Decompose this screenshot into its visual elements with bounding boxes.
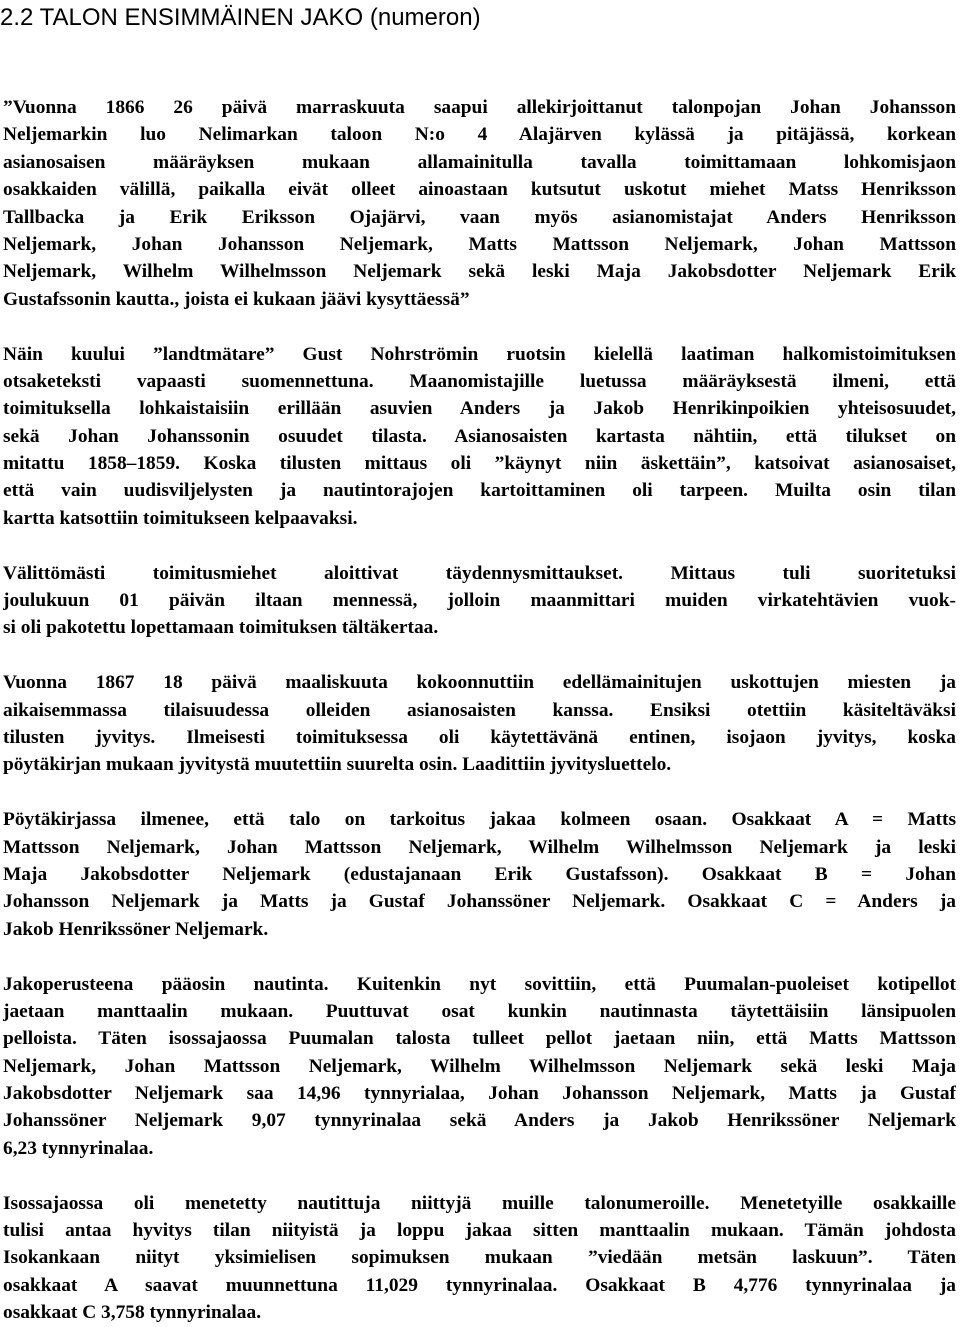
text-line: tulisi antaa hyvitys tilan niityistä ja loppu jakaa sitten manttaalin mukaan. Tämän johdosta xyxy=(3,1220,956,1242)
paragraph xyxy=(3,341,956,533)
text-line: Vuonna 1867 18 päivä maaliskuuta kokoonnuttiin edellämainitujen uskottujen miesten ja xyxy=(3,672,956,694)
text-line: ”Vuonna 1866 26 päivä marraskuuta saapui allekirjoittanut talonpojan Johan Johansson xyxy=(3,97,956,118)
text-line: Johansson Neljemark ja Matts ja Gustaf Johanssöner Neljemark. Osakkaat C = Anders ja xyxy=(3,891,956,913)
text-line: Johanssöner Neljemark 9,07 tynnyrinalaa sekä Anders ja Jakob Henrikssöner Neljemark xyxy=(3,1110,956,1132)
paragraph xyxy=(3,560,956,642)
text-line: asianosaisen määräyksen mukaan allamainitulla tavalla toimittamaan lohkomisjaon xyxy=(3,151,956,173)
text-line: pöytäkirjan mukaan jyvitystä muutettiin suurelta osin. Laadittiin jyvitysluettelo. xyxy=(3,754,672,776)
section-heading: 2.2 TALON ENSIMMÄINEN JAKO (numeron) xyxy=(0,4,481,31)
text-line: aikaisemmassa tilaisuudessa olleiden asianosaisten kanssa. Ensiksi otettiin käsiteltäväksi xyxy=(3,699,956,721)
paragraph xyxy=(3,94,956,313)
text-line: mitattu 1858–1859. Koska tilusten mittaus oli ”käynyt niin äskettäin”, katsoivat asianosaiset, xyxy=(3,453,956,475)
text-line: Pöytäkirjassa ilmenee, että talo on tarkoitus jakaa kolmeen osaan. Osakkaat A = Matts xyxy=(3,809,956,831)
text-line: Gustafssonin kautta., joista ei kukaan jäävi kysyttäessä” xyxy=(3,288,470,310)
text-line: osakkaiden välillä, paikalla eivät olleet ainoastaan kutsutut uskotut miehet Matss Henriksson xyxy=(3,179,956,201)
text-line: otsaketeksti vapaasti suomennettuna. Maanomistajille luetussa määräyksestä ilmeni, että xyxy=(3,370,956,392)
text-line: jaetaan manttaalin mukaan. Puuttuvat osat kunkin nautinnasta täytettäisiin länsipuolen xyxy=(3,1000,956,1022)
text-line: Isossajaossa oli menetetty nautittuja niittyjä muille talonumeroille. Menetetyille osakkaille xyxy=(3,1192,956,1214)
text-line: si oli pakotettu lopettamaan toimituksen tältäkertaa. xyxy=(3,617,439,639)
text-line: Mattsson Neljemark, Johan Mattsson Neljemark, Wilhelm Wilhelmsson Neljemark ja leski xyxy=(3,836,956,858)
text-line: Neljemark, Johan Mattsson Neljemark, Wilhelm Wilhelmsson Neljemark sekä leski Maja xyxy=(3,1055,956,1077)
text-line: pelloista. Täten isossajaossa Puumalan talosta tulleet pellot jaetaan niin, että Matts Mattsson xyxy=(3,1028,956,1050)
text-line: Maja Jakobsdotter Neljemark (edustajanaan Erik Gustafsson). Osakkaat B = Johan xyxy=(3,863,956,885)
text-line: Neljemarkin luo Nelimarkan taloon N:o 4 Alajärven kylässä ja pitäjässä, korkean xyxy=(3,124,956,146)
text-line: sekä Johan Johanssonin osuudet tilasta. Asianosaisten kartasta nähtiin, että tilukset on xyxy=(3,425,956,447)
paragraph xyxy=(3,806,956,943)
text-line: Jakob Henrikssöner Neljemark. xyxy=(3,918,269,940)
text-line: Neljemark, Wilhelm Wilhelmsson Neljemark sekä leski Maja Jakobsdotter Neljemark Erik xyxy=(3,261,956,283)
text-line: että vain uudisviljelysten ja nautintorajojen kartoittaminen oli tarpeen. Muilta osin tilan xyxy=(3,480,956,502)
text-line: Jakoperusteena pääosin nautinta. Kuitenkin nyt sovittiin, että Puumalan-puoleiset kotipellot xyxy=(3,973,956,995)
text-line: Neljemark, Johan Johansson Neljemark, Matts Mattsson Neljemark, Johan Mattsson xyxy=(3,233,956,255)
text-line: toimituksella lohkaistaisiin erillään asuvien Anders ja Jakob Henrikinpoikien yhteisosuudet, xyxy=(3,398,956,420)
text-line: joulukuun 01 päivän iltaan mennessä, jolloin maanmittari muiden virkatehtävien vuok- xyxy=(3,590,956,612)
text-line: kartta katsottiin toimitukseen kelpaavaksi. xyxy=(3,507,358,529)
text-line: Näin kuului ”landtmätare” Gust Nohrströmin ruotsin kielellä laatiman halkomistoimituksen xyxy=(3,343,956,365)
paragraph xyxy=(3,971,956,1163)
text-line: tilusten jyvitys. Ilmeisesti toimituksessa oli käytettävänä entinen, isojaon jyvitys, koska xyxy=(3,726,956,748)
text-line: Isokankaan niityt yksimielisen sopimuksen mukaan ”viedään metsän laskuun”. Täten xyxy=(3,1247,956,1269)
text-line: Välittömästi toimitusmiehet aloittivat täydennysmittaukset. Mittaus tuli suoritetuksi xyxy=(3,562,956,584)
paragraph xyxy=(3,669,956,779)
text-line: osakkaat C 3,758 tynnyrinalaa. xyxy=(3,1302,262,1324)
document-body xyxy=(3,94,956,1327)
text-line: 6,23 tynnyrinalaa. xyxy=(3,1137,154,1159)
text-line: Tallbacka ja Erik Eriksson Ojajärvi, vaan myös asianomistajat Anders Henriksson xyxy=(3,206,956,228)
text-line: osakkaat A saavat muunnettuna 11,029 tynnyrinalaa. Osakkaat B 4,776 tynnyrinalaa ja xyxy=(3,1274,956,1296)
paragraph xyxy=(3,1190,956,1327)
text-line: Jakobsdotter Neljemark saa 14,96 tynnyrialaa, Johan Johansson Neljemark, Matts ja Gustaf xyxy=(3,1083,956,1105)
